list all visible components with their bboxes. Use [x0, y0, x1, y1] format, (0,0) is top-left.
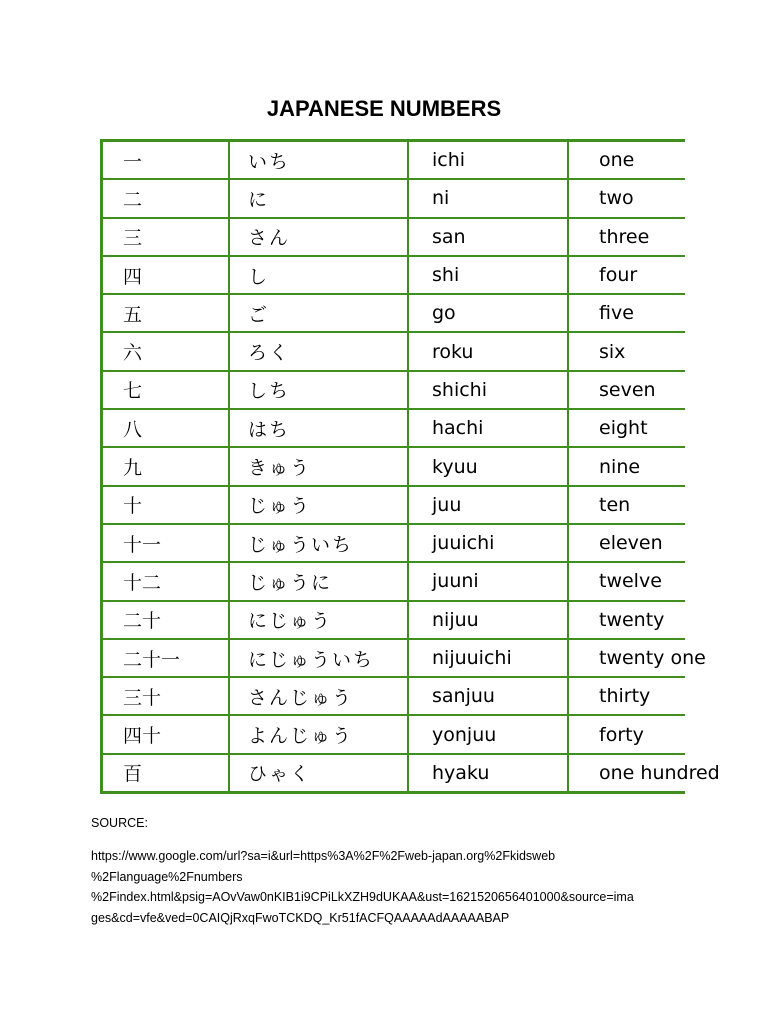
table-row [102, 486, 686, 524]
kana-cell: いち [229, 141, 408, 180]
english-cell: twenty one [568, 639, 685, 677]
kana-cell: じゅう [229, 486, 408, 524]
table-row [102, 179, 686, 217]
english-cell: nine [568, 447, 685, 485]
table-row [102, 141, 686, 180]
table-row [102, 256, 686, 294]
kanji-cell: 十一 [102, 524, 230, 562]
table-row [102, 601, 686, 639]
english-cell: five [568, 294, 685, 332]
table-row [102, 371, 686, 409]
source-url-line[interactable]: https://www.google.com/url?sa=i&url=https%3A%2F%2Fweb-japan.org%2Fkidsweb [91, 849, 556, 863]
romaji-cell: nijuu [408, 601, 568, 639]
romaji-cell: yonjuu [408, 715, 568, 753]
kanji-cell: 二 [102, 179, 230, 217]
kanji-cell: 七 [102, 371, 230, 409]
source-url-line[interactable]: %2Findex.html&psig=AOvVaw0nKIB1i9CPiLkXZH9dUKAA&ust=1621520656401000&source=ima [91, 890, 634, 904]
english-cell: eleven [568, 524, 685, 562]
kanji-cell: 十二 [102, 562, 230, 600]
source-label: SOURCE: [91, 816, 148, 830]
table-body [102, 141, 720, 793]
kana-cell: さん [229, 218, 408, 256]
table-row [102, 409, 686, 447]
romaji-cell: shichi [408, 371, 568, 409]
source-url-line[interactable]: ges&cd=vfe&ved=0CAIQjRxqFwoTCKDQ_Kr51fACFQAAAAAdAAAAABAP [91, 910, 510, 925]
kana-cell: ご [229, 294, 408, 332]
romaji-cell: juuichi [408, 524, 568, 562]
kana-cell: に [229, 179, 408, 217]
table-row [102, 524, 686, 562]
romaji-cell: hyaku [408, 754, 568, 793]
kana-cell: きゅう [229, 447, 408, 485]
kanji-cell: 九 [102, 447, 230, 485]
kanji-cell: 六 [102, 332, 230, 370]
kana-cell: さんじゅう [229, 677, 408, 715]
kana-cell: はち [229, 409, 408, 447]
romaji-cell: go [408, 294, 568, 332]
romaji-cell: sanjuu [408, 677, 568, 715]
romaji-cell: kyuu [408, 447, 568, 485]
romaji-cell: hachi [408, 409, 568, 447]
source-url[interactable] [91, 846, 686, 928]
japanese-numbers-table [100, 139, 720, 794]
romaji-cell: ichi [408, 141, 568, 180]
kana-cell: し [229, 256, 408, 294]
kanji-cell: 一 [102, 141, 230, 180]
kana-cell: じゅういち [229, 524, 408, 562]
english-cell: eight [568, 409, 685, 447]
english-cell: twenty [568, 601, 685, 639]
table-row [102, 218, 686, 256]
kana-cell: しち [229, 371, 408, 409]
english-cell: seven [568, 371, 685, 409]
kana-cell: にじゅういち [229, 639, 408, 677]
kanji-cell: 百 [102, 754, 230, 793]
table-row [102, 447, 686, 485]
kanji-cell: 四 [102, 256, 230, 294]
romaji-cell: nijuuichi [408, 639, 568, 677]
kanji-cell: 三十 [102, 677, 230, 715]
table-row [102, 715, 686, 753]
kana-cell: ひゃく [229, 754, 408, 793]
english-cell: two [568, 179, 685, 217]
english-cell: six [568, 332, 685, 370]
english-cell: one hundred [568, 754, 685, 793]
page-title: JAPANESE NUMBERS [266, 96, 502, 121]
table-row [102, 562, 686, 600]
kanji-cell: 四十 [102, 715, 230, 753]
english-cell: four [568, 256, 685, 294]
source-url-line[interactable]: %2Flanguage%2Fnumbers [91, 869, 243, 884]
kanji-cell: 五 [102, 294, 230, 332]
kanji-cell: 十 [102, 486, 230, 524]
kanji-cell: 二十一 [102, 639, 230, 677]
table-row [102, 294, 686, 332]
romaji-cell: roku [408, 332, 568, 370]
table-row [102, 332, 686, 370]
english-cell: ten [568, 486, 685, 524]
romaji-cell: juuni [408, 562, 568, 600]
english-cell: one [568, 141, 685, 180]
romaji-cell: shi [408, 256, 568, 294]
table-row [102, 754, 686, 793]
kanji-cell: 二十 [102, 601, 230, 639]
romaji-cell: juu [408, 486, 568, 524]
table-row [102, 639, 686, 677]
romaji-cell: ni [408, 179, 568, 217]
kanji-cell: 三 [102, 218, 230, 256]
kana-cell: ろく [229, 332, 408, 370]
kanji-cell: 八 [102, 409, 230, 447]
kana-cell: よんじゅう [229, 715, 408, 753]
english-cell: thirty [568, 677, 685, 715]
kana-cell: じゅうに [229, 562, 408, 600]
english-cell: three [568, 218, 685, 256]
table-row [102, 677, 686, 715]
english-cell: forty [568, 715, 685, 753]
english-cell: twelve [568, 562, 685, 600]
romaji-cell: san [408, 218, 568, 256]
kana-cell: にじゅう [229, 601, 408, 639]
